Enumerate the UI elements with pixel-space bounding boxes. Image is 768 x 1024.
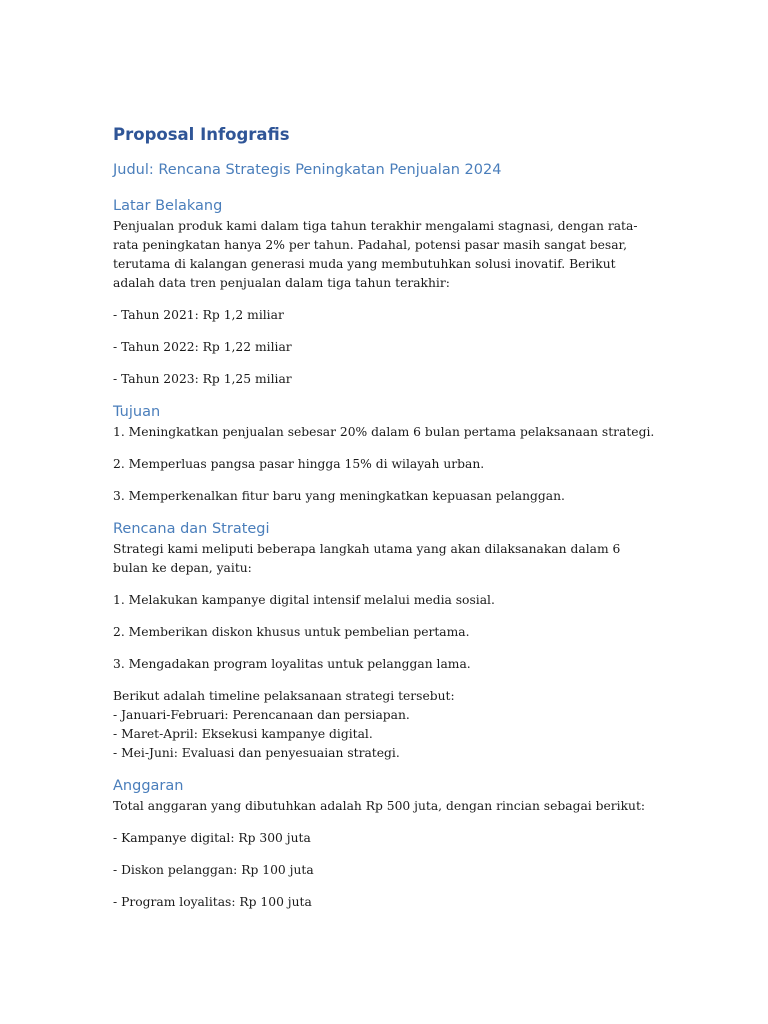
timeline-intro: Berikut adalah timeline pelaksanaan strategi tersebut: [113, 689, 455, 703]
list-item: 3. Mengadakan program loyalitas untuk pelanggan lama. [113, 657, 471, 671]
timeline-item: - Maret-April: Eksekusi kampanye digital. [113, 727, 373, 741]
document-subtitle: Judul: Rencana Strategis Peningkatan Penjualan 2024 [113, 162, 502, 178]
section-latar-belakang [113, 196, 658, 389]
timeline-item: - Mei-Juni: Evaluasi dan penyesuaian strategi. [113, 746, 400, 760]
timeline-item: - Januari-Februari: Perencanaan dan persiapan. [113, 708, 410, 722]
list-item: - Tahun 2022: Rp 1,22 miliar [113, 340, 292, 354]
list-item: 2. Memperluas pangsa pasar hingga 15% di wilayah urban. [113, 457, 485, 471]
list-item: 1. Melakukan kampanye digital intensif melalui media sosial. [113, 593, 495, 607]
section-paragraph: Penjualan produk kami dalam tiga tahun terakhir mengalami stagnasi, dengan rata-rata peningkatan hanya 2% per tahun. Padahal, potensi pasar masih sangat besar, terutama di kalangan generasi muda yang membutuhkan solusi inovatif. Berikut adalah data tren penjualan dalam tiga tahun terakhir: [113, 219, 638, 290]
section-heading: Anggaran [113, 778, 184, 794]
section-rencana-strategi [113, 519, 658, 763]
section-paragraph: Strategi kami meliputi beberapa langkah utama yang akan dilaksanakan dalam 6 bulan ke depan, yaitu: [113, 542, 621, 575]
section-heading: Rencana dan Strategi [113, 521, 270, 537]
section-anggaran [113, 776, 658, 912]
list-item: 3. Memperkenalkan fitur baru yang meningkatkan kepuasan pelanggan. [113, 489, 565, 503]
list-item: 2. Memberikan diskon khusus untuk pembelian pertama. [113, 625, 470, 639]
list-item: - Diskon pelanggan: Rp 100 juta [113, 863, 314, 877]
document-page [113, 124, 658, 925]
list-item: 1. Meningkatkan penjualan sebesar 20% dalam 6 bulan pertama pelaksanaan strategi. [113, 425, 655, 439]
list-item: - Tahun 2021: Rp 1,2 miliar [113, 308, 284, 322]
document-title: Proposal Infografis [113, 125, 290, 144]
list-item: - Tahun 2023: Rp 1,25 miliar [113, 372, 292, 386]
section-paragraph: Total anggaran yang dibutuhkan adalah Rp 500 juta, dengan rincian sebagai berikut: [113, 799, 646, 813]
section-heading: Latar Belakang [113, 198, 223, 214]
list-item: - Program loyalitas: Rp 100 juta [113, 895, 312, 909]
list-item: - Kampanye digital: Rp 300 juta [113, 831, 311, 845]
section-heading: Tujuan [113, 404, 161, 420]
section-tujuan [113, 402, 658, 506]
